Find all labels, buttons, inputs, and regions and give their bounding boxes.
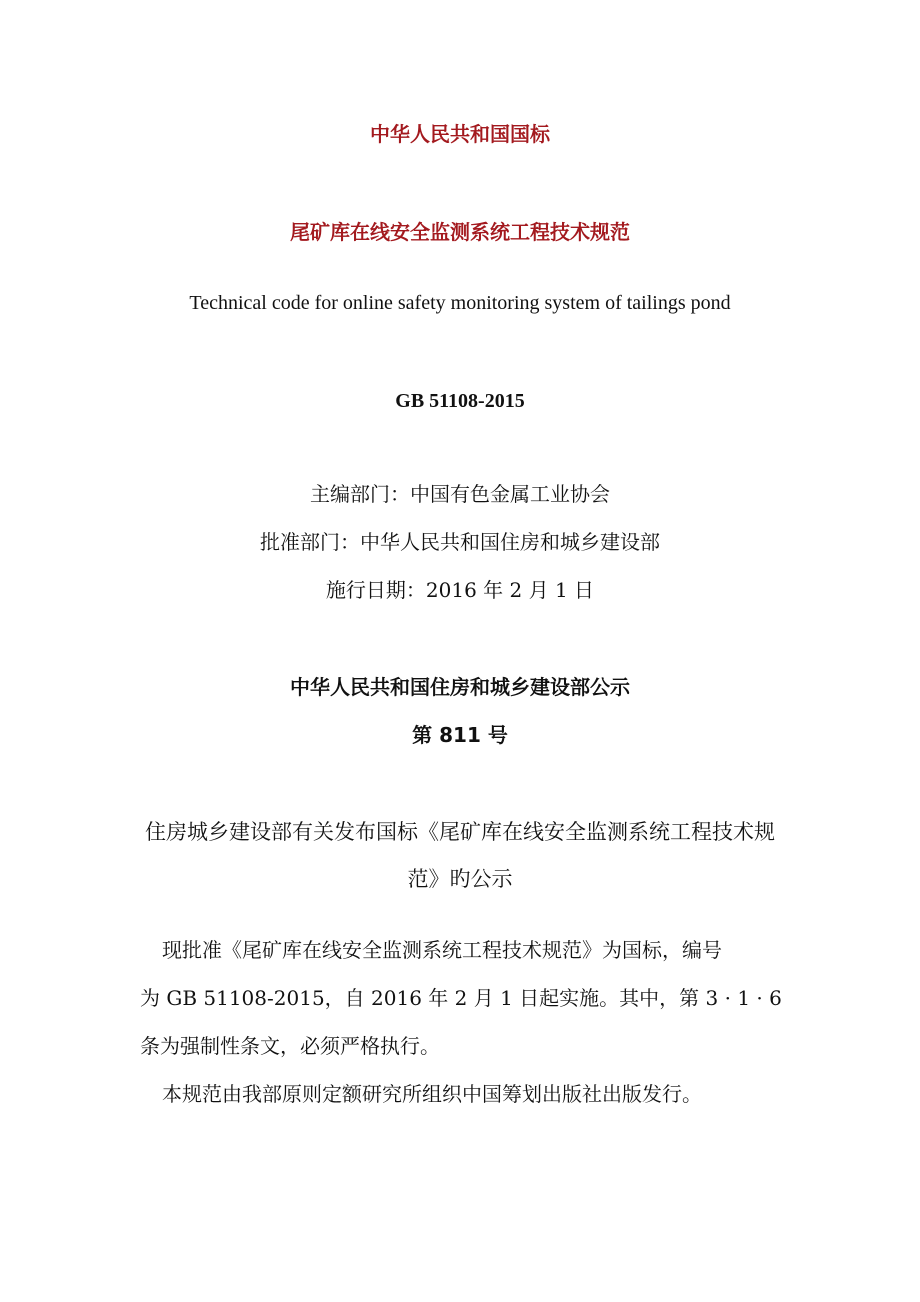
standard-title-en: Technical code for online safety monitoring system of tailings pond bbox=[189, 292, 731, 314]
national-standard-heading: 中华人民共和国国标 bbox=[370, 122, 550, 146]
notice-title-line-1: 住房城乡建设部有关发布国标《尾矿库在线安全监测系统工程技术规 bbox=[145, 820, 775, 844]
notice-issuer: 中华人民共和国住房和城乡建设部公示 bbox=[290, 675, 630, 699]
body-paragraph-2: 本规范由我部原则定额研究所组织中国筹划出版社出版发行。 bbox=[162, 1082, 702, 1106]
approver-line: 批准部门：中华人民共和国住房和城乡建设部 bbox=[260, 530, 660, 554]
standard-title-cn: 尾矿库在线安全监测系统工程技术规范 bbox=[290, 220, 630, 244]
body-paragraph-1-line-2: 为 GB 51108-2015，自 2016 年 2 月 1 日起实施。其中，第 3 · 1 · 6 bbox=[140, 986, 782, 1010]
chief-editor-line: 主编部门：中国有色金属工业协会 bbox=[310, 482, 610, 506]
body-paragraph-1-line-1: 现批准《尾矿库在线安全监测系统工程技术规范》为国标，编号 bbox=[162, 938, 722, 962]
standard-code: GB 51108-2015 bbox=[395, 390, 525, 412]
effective-date-line: 施行日期：2016 年 2 月 1 日 bbox=[325, 578, 595, 602]
notice-number: 第 811 号 bbox=[412, 723, 508, 747]
body-paragraph-1-line-3: 条为强制性条文，必须严格执行。 bbox=[140, 1034, 440, 1058]
notice-title-line-2: 范》旳公示 bbox=[407, 867, 513, 891]
